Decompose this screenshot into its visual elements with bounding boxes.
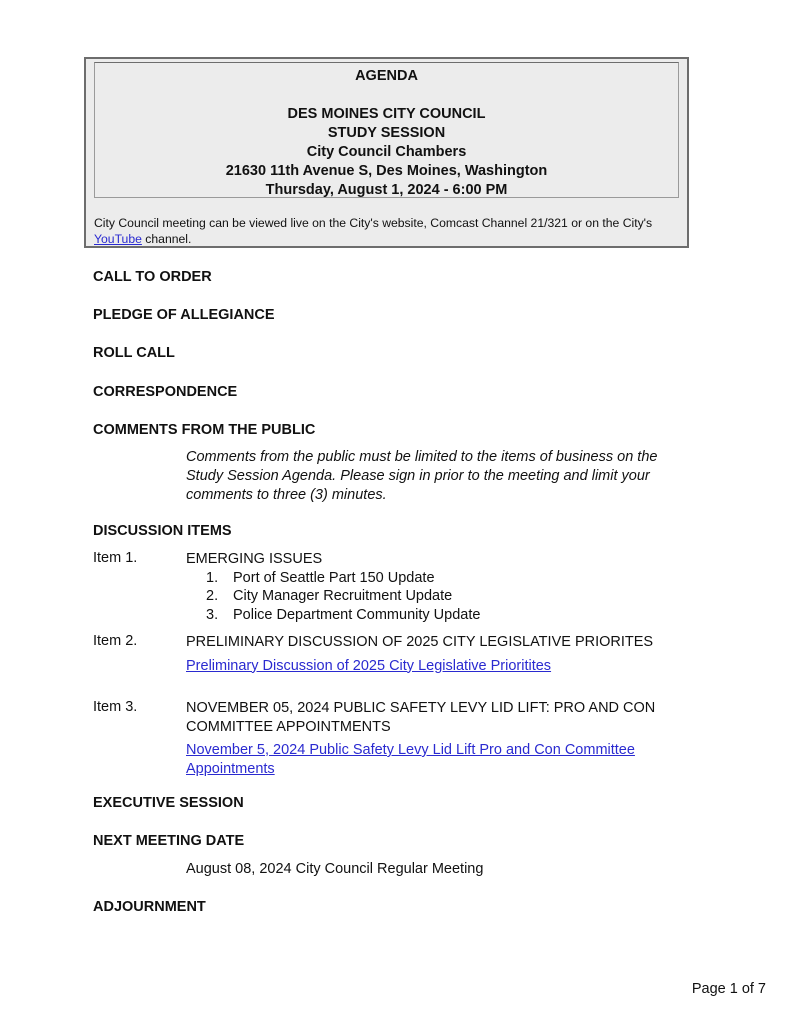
list-number: 2. [206,588,219,604]
list-number: 3. [206,606,219,623]
council-name: DES MOINES CITY COUNCIL [287,106,486,122]
item-3-body [186,699,686,778]
list-text: City Manager Recruitment Update [233,588,453,604]
agenda-header-box [84,57,689,248]
section-roll-call: ROLL CALL [93,345,175,361]
list-text: Police Department Community Update [233,606,481,623]
viewing-notice [94,215,684,247]
public-comments-note: Comments from the public must be limited to the items of business on the Study Session Agenda. Please sign in prior to the meeting and limit your comments to three (3) minutes. [186,449,658,503]
item-3-link[interactable]: November 5, 2024 Public Safety Levy Lid Lift Pro and Con Committee Appointments [186,742,635,777]
section-discussion-items: DISCUSSION ITEMS [93,523,232,539]
notice-text-after: channel. [141,232,192,246]
meeting-datetime: Thursday, August 1, 2024 - 6:00 PM [265,182,508,198]
item-2-body [186,633,686,675]
item-2-title: PRELIMINARY DISCUSSION OF 2025 CITY LEGISLATIVE PRIORITES [186,634,654,650]
list-text: Port of Seattle Part 150 Update [233,569,435,586]
session-type: STUDY SESSION [327,125,446,141]
item-1-label: Item 1. [93,550,138,566]
item-1-title: EMERGING ISSUES [186,551,323,567]
item-1-body [186,550,686,624]
spacer [95,86,678,105]
section-call-to-order: CALL TO ORDER [93,269,212,285]
section-adjournment: ADJOURNMENT [93,899,206,915]
list-item [186,587,686,606]
section-correspondence: CORRESPONDENCE [93,384,238,400]
section-public-comments: COMMENTS FROM THE PUBLIC [93,422,316,438]
item-1-subitems [186,569,686,625]
list-number: 1. [206,569,219,586]
page-number: Page 1 of 7 [691,981,766,997]
item-2-label: Item 2. [93,633,138,649]
item-3-title: NOVEMBER 05, 2024 PUBLIC SAFETY LEVY LID LIFT: PRO AND CON COMMITTEE APPOINTMENTS [186,700,656,735]
item-2-link[interactable]: Preliminary Discussion of 2025 City Legislative Prioritites [186,657,552,674]
youtube-link[interactable]: YouTube [94,232,142,246]
section-pledge: PLEDGE OF ALLEGIANCE [93,307,275,323]
agenda-title-block [94,62,679,198]
meeting-address: 21630 11th Avenue S, Des Moines, Washington [225,163,548,179]
agenda-title: AGENDA [355,68,418,84]
section-next-meeting: NEXT MEETING DATE [93,833,245,849]
meeting-location: City Council Chambers [306,144,467,160]
next-meeting-value: August 08, 2024 City Council Regular Meeting [186,861,484,877]
item-3-label: Item 3. [93,699,138,715]
list-item [186,606,686,625]
notice-text-before: City Council meeting can be viewed live on the City's website, Comcast Channel 21/321 or on the City's [94,216,653,230]
list-item [186,569,686,588]
section-executive-session: EXECUTIVE SESSION [93,795,244,811]
